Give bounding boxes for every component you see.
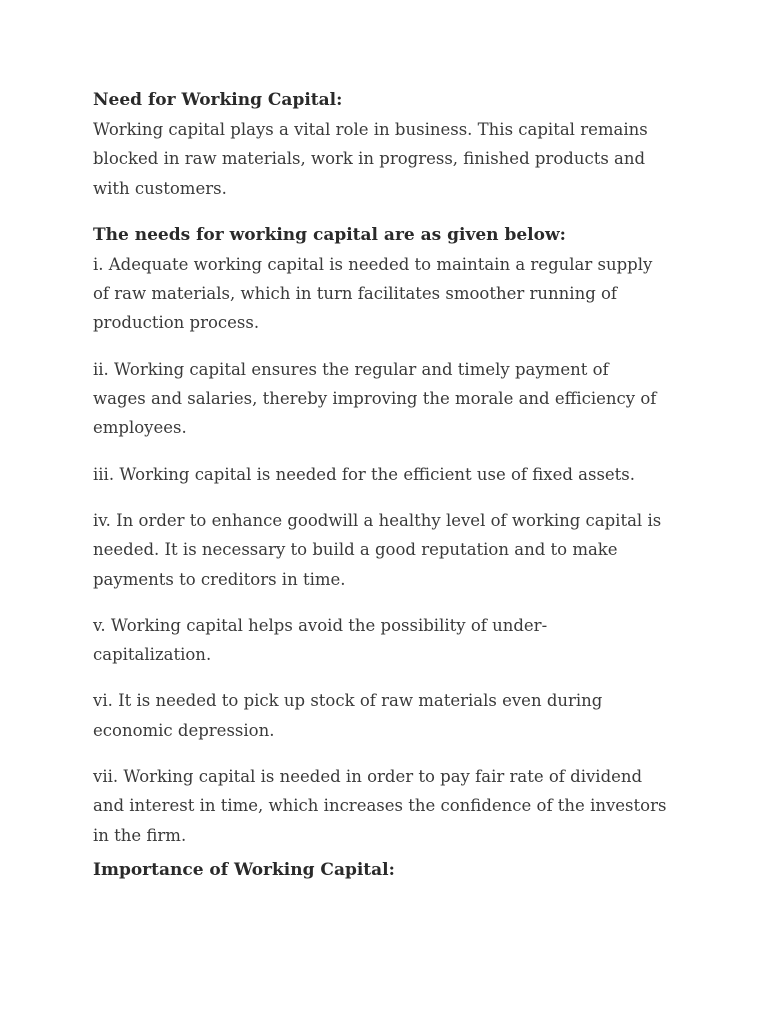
list-item: iii. Working capital is needed for the efficient use of fixed assets. — [93, 464, 636, 484]
list-item: ii. Working capital ensures the regular and timely payment of wages and salaries, thereby improving the morale and efficiency of employees. — [93, 359, 657, 438]
list-item: vi. It is needed to pick up stock of raw materials even during economic depression. — [93, 691, 603, 740]
list-item: iv. In order to enhance goodwill a healthy level of working capital is needed. It is necessary to build a good reputation and to make payments to creditors in time. — [93, 510, 662, 589]
document-page — [93, 86, 693, 885]
list-item: i. Adequate working capital is needed to maintain a regular supply of raw materials, which in turn facilitates smoother running of production process. — [93, 254, 653, 333]
heading-importance-of-working-capital: Importance of Working Capital: — [93, 859, 395, 880]
heading-needs-list: The needs for working capital are as given below: — [93, 224, 566, 245]
heading-need-for-working-capital: Need for Working Capital: — [93, 90, 343, 110]
list-item: vii. Working capital is needed in order to pay fair rate of dividend and interest in time, which increases the confidence of the investors in the firm. — [93, 767, 667, 845]
list-item: v. Working capital helps avoid the possibility of under-capitalization. — [93, 615, 548, 665]
intro-paragraph: Working capital plays a vital role in business. This capital remains blocked in raw materials, work in progress, finished products and with customers. — [93, 120, 648, 198]
